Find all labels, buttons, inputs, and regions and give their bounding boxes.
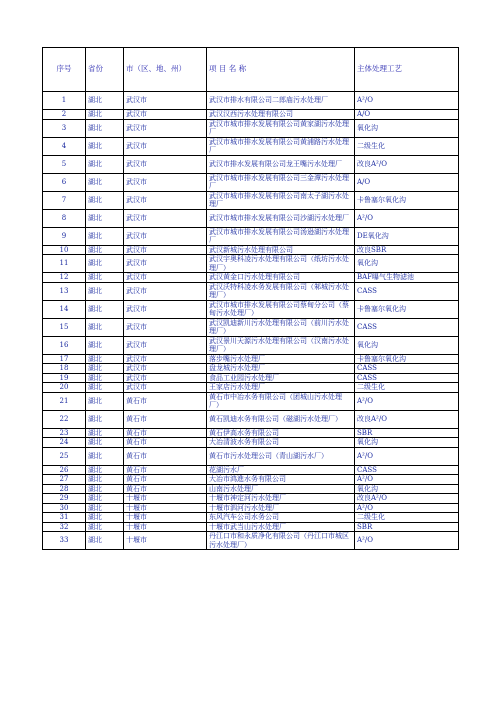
cell-province[interactable]: 湖北 bbox=[86, 110, 124, 120]
cell-no[interactable]: 27 bbox=[43, 475, 86, 485]
header-no[interactable]: 序号 bbox=[43, 48, 86, 92]
cell-province[interactable]: 湖北 bbox=[86, 318, 124, 336]
cell-no[interactable]: 33 bbox=[43, 532, 86, 550]
cell-city[interactable]: 武汉市 bbox=[124, 273, 207, 283]
cell-city[interactable]: 武汉市 bbox=[124, 227, 207, 245]
cell-no[interactable]: 18 bbox=[43, 364, 86, 374]
cell-process[interactable]: 卡鲁塞尔氧化沟 bbox=[355, 191, 459, 209]
cell-process[interactable]: SBR bbox=[355, 522, 459, 532]
header-process[interactable]: 主体处理工艺 bbox=[355, 48, 459, 92]
cell-no[interactable]: 13 bbox=[43, 282, 86, 300]
table-row bbox=[43, 300, 459, 318]
table-row bbox=[43, 227, 459, 245]
wastewater-plant-table bbox=[42, 47, 459, 550]
cell-province[interactable]: 湖北 bbox=[86, 373, 124, 383]
table-row bbox=[43, 119, 459, 137]
cell-project-name[interactable]: 黄石市污水处理公司（青山湖污水厂） bbox=[207, 447, 355, 465]
cell-no[interactable]: 29 bbox=[43, 494, 86, 504]
cell-city[interactable]: 武汉市 bbox=[124, 92, 207, 110]
cell-process[interactable]: SBR bbox=[355, 428, 459, 438]
cell-city[interactable]: 武汉市 bbox=[124, 137, 207, 155]
cell-project-name[interactable]: 黄石市中冶水务有限公司（团城山污水处理厂） bbox=[207, 392, 355, 410]
table-row bbox=[43, 137, 459, 155]
cell-process[interactable]: 改良A²/O bbox=[355, 155, 459, 173]
cell-province[interactable]: 湖北 bbox=[86, 475, 124, 485]
cell-city[interactable]: 十堰市 bbox=[124, 513, 207, 523]
header-province[interactable]: 省份 bbox=[86, 48, 124, 92]
cell-process[interactable]: A/O bbox=[355, 110, 459, 120]
cell-no[interactable]: 9 bbox=[43, 227, 86, 245]
cell-no[interactable]: 1 bbox=[43, 92, 86, 110]
cell-province[interactable]: 湖北 bbox=[86, 155, 124, 173]
cell-process[interactable]: 氧化沟 bbox=[355, 119, 459, 137]
cell-project-name[interactable]: 黄石凯迪水务有限公司（磁湖污水处理厂） bbox=[207, 410, 355, 428]
cell-process[interactable]: A²/O bbox=[355, 392, 459, 410]
cell-city[interactable]: 武汉市 bbox=[124, 354, 207, 364]
cell-no[interactable]: 3 bbox=[43, 119, 86, 137]
cell-city[interactable]: 武汉市 bbox=[124, 282, 207, 300]
cell-project-name[interactable]: 十堰市泗河污水处理厂 bbox=[207, 503, 355, 513]
cell-province[interactable]: 湖北 bbox=[86, 92, 124, 110]
cell-city[interactable]: 武汉市 bbox=[124, 119, 207, 137]
cell-project-name[interactable]: 大冶市鸿進水务有限公司 bbox=[207, 475, 355, 485]
cell-process[interactable]: A²/O bbox=[355, 475, 459, 485]
table-row bbox=[43, 110, 459, 120]
table-row bbox=[43, 318, 459, 336]
cell-province[interactable]: 湖北 bbox=[86, 209, 124, 227]
table-row bbox=[43, 428, 459, 438]
cell-no[interactable]: 19 bbox=[43, 373, 86, 383]
cell-no[interactable]: 8 bbox=[43, 209, 86, 227]
cell-project-name[interactable]: 王家店污水处理厂 bbox=[207, 383, 355, 393]
table-row bbox=[43, 494, 459, 504]
cell-city[interactable]: 武汉市 bbox=[124, 155, 207, 173]
table-row bbox=[43, 532, 459, 550]
table-row bbox=[43, 484, 459, 494]
cell-project-name[interactable]: 十堰市神定河污水处理厂 bbox=[207, 494, 355, 504]
table-row bbox=[43, 364, 459, 374]
cell-project-name[interactable]: 武汉市城市排水发展有限公司沙湖污水处理厂 bbox=[207, 209, 355, 227]
table-row bbox=[43, 354, 459, 364]
cell-project-name[interactable]: 武汉市城市排水发展有限公司黄家湖污水处理厂 bbox=[207, 119, 355, 137]
cell-province[interactable]: 湖北 bbox=[86, 513, 124, 523]
cell-province[interactable]: 湖北 bbox=[86, 273, 124, 283]
table-row bbox=[43, 245, 459, 255]
cell-project-name[interactable]: 武汉沃特科凌水务发展有限公司（邾城污水处理厂） bbox=[207, 282, 355, 300]
cell-process[interactable]: CASS bbox=[355, 282, 459, 300]
cell-city[interactable]: 黄石市 bbox=[124, 465, 207, 475]
cell-project-name[interactable]: 东风汽车公司水务公司 bbox=[207, 513, 355, 523]
cell-city[interactable]: 武汉市 bbox=[124, 255, 207, 273]
table-row bbox=[43, 155, 459, 173]
table-row bbox=[43, 92, 459, 110]
cell-project-name[interactable]: 武汉景川天源污水处理有限公司（汉南污水处理厂） bbox=[207, 336, 355, 354]
table-row bbox=[43, 282, 459, 300]
cell-province[interactable]: 湖北 bbox=[86, 392, 124, 410]
cell-project-name[interactable]: 武汉汉西污水处理有限公司 bbox=[207, 110, 355, 120]
cell-no[interactable]: 5 bbox=[43, 155, 86, 173]
cell-province[interactable]: 湖北 bbox=[86, 245, 124, 255]
cell-project-name[interactable]: 武汉市城市排水发展有限公司三金潭污水处理厂 bbox=[207, 173, 355, 191]
table-row bbox=[43, 273, 459, 283]
cell-project-name[interactable]: 武汉凯迪新川污水处理有限公司（前川污水处理厂） bbox=[207, 318, 355, 336]
cell-no[interactable]: 31 bbox=[43, 513, 86, 523]
cell-project-name[interactable]: 武汉新城污水处理有限公司 bbox=[207, 245, 355, 255]
cell-process[interactable]: 改良A²/O bbox=[355, 410, 459, 428]
header-city[interactable]: 市（区、地、州） bbox=[124, 48, 207, 92]
cell-project-name[interactable]: 武汉市城市排水发展有限公司黄浦路污水处理厂 bbox=[207, 137, 355, 155]
cell-no[interactable]: 20 bbox=[43, 383, 86, 393]
header-project[interactable]: 项 目 名 称 bbox=[207, 48, 355, 92]
cell-city[interactable]: 十堰市 bbox=[124, 494, 207, 504]
cell-process[interactable]: 氧化沟 bbox=[355, 255, 459, 273]
cell-project-name[interactable]: 武汉市城市排水发展有限公司蔡甸分公司（蔡甸污水处理厂） bbox=[207, 300, 355, 318]
cell-province[interactable]: 湖北 bbox=[86, 438, 124, 448]
cell-process[interactable]: 氧化沟 bbox=[355, 336, 459, 354]
cell-province[interactable]: 湖北 bbox=[86, 494, 124, 504]
cell-city[interactable]: 武汉市 bbox=[124, 383, 207, 393]
table-row bbox=[43, 410, 459, 428]
cell-city[interactable]: 黄石市 bbox=[124, 484, 207, 494]
cell-no[interactable]: 11 bbox=[43, 255, 86, 273]
cell-province[interactable]: 湖北 bbox=[86, 428, 124, 438]
cell-no[interactable]: 17 bbox=[43, 354, 86, 364]
table-row bbox=[43, 522, 459, 532]
cell-project-name[interactable]: 落步嘴污水处理厂 bbox=[207, 354, 355, 364]
cell-no[interactable]: 4 bbox=[43, 137, 86, 155]
cell-process[interactable]: A²/O bbox=[355, 92, 459, 110]
cell-no[interactable]: 16 bbox=[43, 336, 86, 354]
cell-city[interactable]: 武汉市 bbox=[124, 245, 207, 255]
cell-process[interactable]: BAF曝气生物滤池 bbox=[355, 273, 459, 283]
cell-city[interactable]: 黄石市 bbox=[124, 438, 207, 448]
cell-city[interactable]: 武汉市 bbox=[124, 364, 207, 374]
cell-province[interactable]: 湖北 bbox=[86, 410, 124, 428]
cell-no[interactable]: 14 bbox=[43, 300, 86, 318]
cell-process[interactable]: A²/O bbox=[355, 503, 459, 513]
cell-no[interactable]: 26 bbox=[43, 465, 86, 475]
cell-province[interactable]: 湖北 bbox=[86, 191, 124, 209]
cell-project-name[interactable]: 武汉宇奥科凌污水处理有限公司（纸坊污水处理厂） bbox=[207, 255, 355, 273]
table-row bbox=[43, 513, 459, 523]
cell-city[interactable]: 十堰市 bbox=[124, 522, 207, 532]
table-row bbox=[43, 255, 459, 273]
cell-province[interactable]: 湖北 bbox=[86, 300, 124, 318]
cell-province[interactable]: 湖北 bbox=[86, 119, 124, 137]
cell-province[interactable]: 湖北 bbox=[86, 503, 124, 513]
cell-city[interactable]: 武汉市 bbox=[124, 209, 207, 227]
cell-city[interactable]: 黄石市 bbox=[124, 392, 207, 410]
cell-no[interactable]: 25 bbox=[43, 447, 86, 465]
cell-city[interactable]: 武汉市 bbox=[124, 318, 207, 336]
cell-province[interactable]: 湖北 bbox=[86, 532, 124, 550]
cell-project-name[interactable]: 武汉黄金口污水处理有限公司 bbox=[207, 273, 355, 283]
cell-province[interactable]: 湖北 bbox=[86, 522, 124, 532]
table-row bbox=[43, 336, 459, 354]
cell-city[interactable]: 武汉市 bbox=[124, 191, 207, 209]
cell-project-name[interactable]: 武汉市排水有限公司二郎庙污水处理厂 bbox=[207, 92, 355, 110]
cell-process[interactable]: 卡鲁塞尔氧化沟 bbox=[355, 354, 459, 364]
cell-project-name[interactable]: 十堰市武当山污水处理厂 bbox=[207, 522, 355, 532]
cell-project-name[interactable]: 武汉市城市排水发展有限公司南太子湖污水处理厂 bbox=[207, 191, 355, 209]
cell-process[interactable]: 改良SBR bbox=[355, 245, 459, 255]
table-row bbox=[43, 373, 459, 383]
cell-city[interactable]: 武汉市 bbox=[124, 300, 207, 318]
cell-process[interactable]: 二级生化 bbox=[355, 137, 459, 155]
cell-project-name[interactable]: 山南污水处理厂 bbox=[207, 484, 355, 494]
cell-process[interactable]: CASS bbox=[355, 318, 459, 336]
cell-no[interactable]: 15 bbox=[43, 318, 86, 336]
cell-no[interactable]: 22 bbox=[43, 410, 86, 428]
cell-process[interactable]: 改良A²/O bbox=[355, 494, 459, 504]
cell-process[interactable]: DE氧化沟 bbox=[355, 227, 459, 245]
cell-project-name[interactable]: 黄石伊高水务有限公司 bbox=[207, 428, 355, 438]
cell-province[interactable]: 湖北 bbox=[86, 447, 124, 465]
table-row bbox=[43, 465, 459, 475]
cell-city[interactable]: 武汉市 bbox=[124, 373, 207, 383]
cell-process[interactable]: CASS bbox=[355, 364, 459, 374]
cell-process[interactable]: 二级生化 bbox=[355, 383, 459, 393]
cell-city[interactable]: 黄石市 bbox=[124, 447, 207, 465]
table-row bbox=[43, 383, 459, 393]
cell-province[interactable]: 湖北 bbox=[86, 282, 124, 300]
cell-process[interactable]: A²/O bbox=[355, 447, 459, 465]
cell-process[interactable]: 氧化沟 bbox=[355, 438, 459, 448]
table-row bbox=[43, 438, 459, 448]
cell-province[interactable]: 湖北 bbox=[86, 173, 124, 191]
cell-city[interactable]: 武汉市 bbox=[124, 336, 207, 354]
cell-process[interactable]: A²/O bbox=[355, 532, 459, 550]
cell-no[interactable]: 23 bbox=[43, 428, 86, 438]
cell-process[interactable]: CASS bbox=[355, 465, 459, 475]
cell-province[interactable]: 湖北 bbox=[86, 336, 124, 354]
cell-no[interactable]: 24 bbox=[43, 438, 86, 448]
cell-city[interactable]: 武汉市 bbox=[124, 173, 207, 191]
table-row bbox=[43, 191, 459, 209]
header-row bbox=[43, 48, 459, 92]
cell-city[interactable]: 黄石市 bbox=[124, 428, 207, 438]
cell-no[interactable]: 12 bbox=[43, 273, 86, 283]
cell-province[interactable]: 湖北 bbox=[86, 255, 124, 273]
cell-no[interactable]: 6 bbox=[43, 173, 86, 191]
cell-city[interactable]: 黄石市 bbox=[124, 475, 207, 485]
cell-province[interactable]: 湖北 bbox=[86, 364, 124, 374]
table-row bbox=[43, 503, 459, 513]
cell-city[interactable]: 十堰市 bbox=[124, 503, 207, 513]
cell-no[interactable]: 28 bbox=[43, 484, 86, 494]
cell-project-name[interactable]: 盘龙城污水处理厂 bbox=[207, 364, 355, 374]
cell-process[interactable]: 卡鲁塞尔氧化沟 bbox=[355, 300, 459, 318]
cell-city[interactable]: 十堰市 bbox=[124, 532, 207, 550]
cell-no[interactable]: 7 bbox=[43, 191, 86, 209]
table-row bbox=[43, 209, 459, 227]
cell-city[interactable]: 黄石市 bbox=[124, 410, 207, 428]
cell-no[interactable]: 30 bbox=[43, 503, 86, 513]
table-row bbox=[43, 447, 459, 465]
cell-project-name[interactable]: 武汉市城市排水发展有限公司汤逊湖污水处理厂 bbox=[207, 227, 355, 245]
cell-project-name[interactable]: 丹江口市和永质净化有限公司（丹江口市城区污水处理厂） bbox=[207, 532, 355, 550]
cell-process[interactable]: CASS bbox=[355, 373, 459, 383]
table-row bbox=[43, 392, 459, 410]
cell-province[interactable]: 湖北 bbox=[86, 354, 124, 364]
cell-no[interactable]: 32 bbox=[43, 522, 86, 532]
table-row bbox=[43, 173, 459, 191]
cell-no[interactable]: 10 bbox=[43, 245, 86, 255]
cell-city[interactable]: 武汉市 bbox=[124, 110, 207, 120]
cell-process[interactable]: 氧化沟 bbox=[355, 484, 459, 494]
cell-project-name[interactable]: 食品工业园污水处理厂 bbox=[207, 373, 355, 383]
cell-process[interactable]: A/O bbox=[355, 173, 459, 191]
cell-province[interactable]: 湖北 bbox=[86, 227, 124, 245]
cell-project-name[interactable]: 大冶清波水务有限公司 bbox=[207, 438, 355, 448]
cell-no[interactable]: 21 bbox=[43, 392, 86, 410]
cell-province[interactable]: 湖北 bbox=[86, 465, 124, 475]
cell-process[interactable]: A²/O bbox=[355, 209, 459, 227]
cell-project-name[interactable]: 武汉市排水发展有限公司龙王嘴污水处理厂 bbox=[207, 155, 355, 173]
cell-province[interactable]: 湖北 bbox=[86, 137, 124, 155]
cell-no[interactable]: 2 bbox=[43, 110, 86, 120]
cell-province[interactable]: 湖北 bbox=[86, 484, 124, 494]
cell-project-name[interactable]: 花湖污水厂 bbox=[207, 465, 355, 475]
cell-province[interactable]: 湖北 bbox=[86, 383, 124, 393]
table-row bbox=[43, 475, 459, 485]
cell-process[interactable]: 二级生化 bbox=[355, 513, 459, 523]
